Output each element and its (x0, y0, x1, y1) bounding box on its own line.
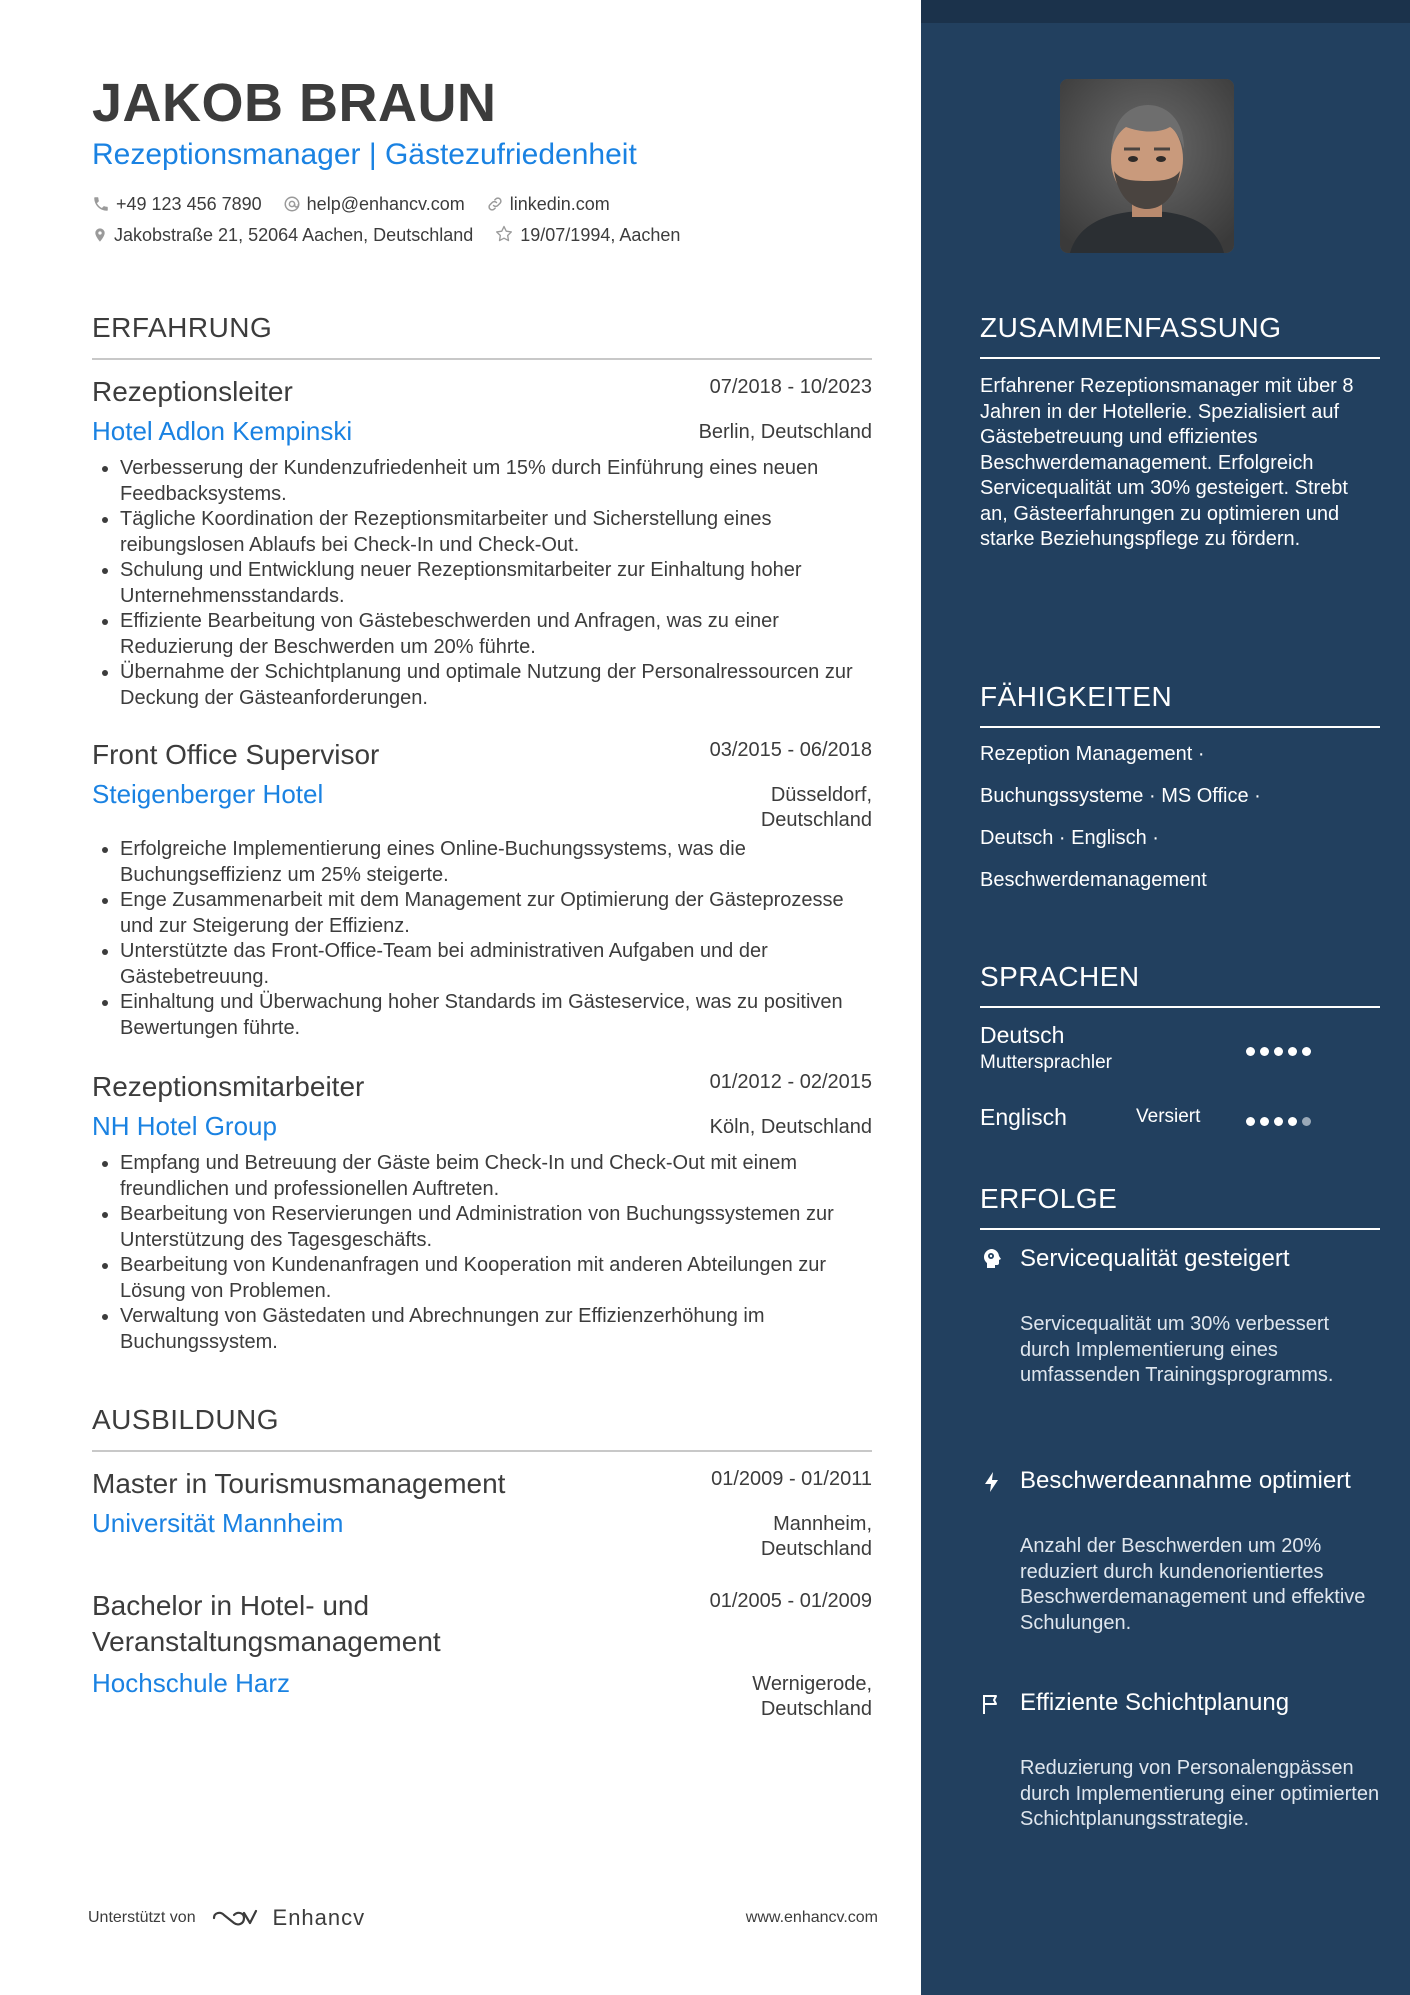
birth-text: 19/07/1994, Aachen (520, 225, 681, 245)
bullet-item: • Erfolgreiche Implementierung eines Online-Buchungssystems, was die Buchungseffizienz um 25% steigerte. (120, 837, 872, 888)
footer-url[interactable]: www.enhancv.com (745, 1909, 878, 1926)
achievement-title: Effiziente Schichtplanung (1020, 1689, 1290, 1716)
job-title: Front Office Supervisor (92, 739, 380, 770)
phone-text: +49 123 456 7890 (116, 194, 262, 214)
lightning-icon (980, 1470, 1004, 1494)
school-name[interactable]: Universität Mannheim (92, 1508, 344, 1538)
company-name[interactable]: Hotel Adlon Kempinski (92, 416, 353, 446)
bullet-item: • Verbesserung der Kundenzufriedenheit um 15% durch Einführung eines neuen Feedbacksystems. (120, 456, 872, 507)
achievement-text: Reduzierung von Personalengpässen durch Implementierung einer optimierten Schichtplanungsstrategie. (1020, 1757, 1380, 1830)
achievements-heading: ERFOLGE (980, 1183, 1118, 1214)
location-pin-icon (92, 226, 108, 244)
achievements-divider (980, 1228, 1380, 1230)
sidebar (921, 0, 1410, 1995)
company-name[interactable]: NH Hotel Group (92, 1111, 277, 1141)
achievement-text: Servicequalität um 30% verbessert durch Implementierung eines umfassenden Trainingsprogramms. (1020, 1313, 1334, 1386)
language-rating (1246, 1043, 1316, 1061)
skill-line: Beschwerdemanagement (980, 869, 1207, 891)
bullet-item: • Schulung und Entwicklung neuer Rezeptionsmitarbeiter zur Einhaltung hoher Unternehmensstandards. (120, 558, 872, 609)
thinking-head-icon (980, 1247, 1004, 1271)
link-icon (486, 195, 504, 213)
skill-line: Rezeption Management · (980, 743, 1205, 765)
candidate-name: JAKOB BRAUN (92, 73, 497, 133)
job-location (761, 783, 872, 833)
language-level: Versiert (1136, 1106, 1201, 1127)
at-icon (283, 195, 301, 213)
location-line: Deutschland (760, 1538, 872, 1560)
rating-dot-filled (1288, 1047, 1297, 1056)
language-name: Englisch (980, 1104, 1067, 1130)
skills-heading: FÄHIGKEITEN (980, 681, 1173, 712)
experience-heading: ERFAHRUNG (92, 312, 273, 343)
experience-divider (92, 358, 872, 360)
summary-text: Erfahrener Rezeptionsmanager mit über 8 Jahren in der Hotellerie. Spezialisiert auf Gästebetreuung und effizientes Beschwerdemanagement. Erfolgreich Servicequalität um 30% gesteigert. Strebt an, Gästeerfahrungen zu optimieren und starke Beziehungspflege zu fördern. (980, 375, 1354, 550)
location-line: Wernigerode, (752, 1673, 872, 1695)
job-location: Berlin, Deutschland (698, 421, 872, 443)
language-level: Muttersprachler (980, 1052, 1112, 1073)
bullet-item: • Unterstützte das Front-Office-Team bei administrativen Aufgaben und der Gästebetreuung. (120, 939, 872, 990)
bullet-item: • Tägliche Koordination der Rezeptionsmitarbeiter und Sicherstellung eines reibungslosen Ablaufs bei Check-In und Check-Out. (120, 507, 872, 558)
rating-dot-filled (1274, 1117, 1283, 1126)
skills-divider (980, 726, 1380, 728)
enhancv-brand[interactable]: Enhancv (272, 1905, 366, 1930)
achievement-title: Servicequalität gesteigert (1020, 1245, 1290, 1272)
bullet-item: • Bearbeitung von Reservierungen und Administration von Buchungssystemen zur Unterstützung des Tagesgeschäfts. (120, 1202, 872, 1253)
link-item[interactable] (486, 194, 610, 215)
location-line: Deutschland (760, 809, 872, 831)
location-line: Deutschland (760, 1698, 872, 1720)
rating-dot-filled (1302, 1047, 1311, 1056)
languages-divider (980, 1006, 1380, 1008)
flag-icon (980, 1692, 1004, 1716)
star-icon (494, 224, 514, 244)
email-item[interactable] (283, 194, 465, 215)
degree-title (92, 1588, 652, 1660)
bullet-item: • Empfang und Betreuung der Gäste beim Check-In und Check-Out mit einem freundlichen und professionellen Auftreten. (120, 1151, 872, 1202)
summary-divider (980, 357, 1380, 359)
email-text: help@enhancv.com (306, 194, 465, 214)
job-bullets (92, 456, 872, 711)
job-title: Rezeptionsmitarbeiter (92, 1071, 365, 1102)
degree-line: Veranstaltungsmanagement (92, 1626, 441, 1657)
bullet-item: • Bearbeitung von Kundenanfragen und Kooperation mit anderen Abteilungen zur Lösung von Problemen. (120, 1253, 872, 1304)
education-dates: 01/2009 - 01/2011 (711, 1468, 872, 1490)
bullet-item: • Verwaltung von Gästedaten und Abrechnungen zur Effizienzerhöhung im Buchungssystem. (120, 1304, 872, 1355)
summary-heading: ZUSAMMENFASSUNG (980, 312, 1282, 343)
bullet-item: • Enge Zusammenarbeit mit dem Management zur Optimierung der Gästeprozesse und zur Steigerung der Effizienz. (120, 888, 872, 939)
job-bullets (92, 837, 872, 1041)
skill-line: Deutsch · Englisch · (980, 827, 1159, 849)
job-dates: 03/2015 - 06/2018 (709, 739, 872, 761)
rating-dot-filled (1260, 1047, 1269, 1056)
powered-by-text: Unterstützt von (88, 1909, 196, 1927)
job-location: Köln, Deutschland (709, 1116, 872, 1138)
job-dates: 01/2012 - 02/2015 (709, 1071, 872, 1093)
profile-photo (1060, 79, 1234, 253)
job-title: Rezeptionsleiter (92, 376, 293, 407)
location-line: Düsseldorf, (770, 784, 872, 806)
contact-row-1 (92, 194, 626, 215)
degree-title: Master in Tourismusmanagement (92, 1468, 506, 1499)
education-divider (92, 1450, 872, 1452)
rating-dot-filled (1246, 1117, 1255, 1126)
sidebar-top-bar (921, 0, 1410, 23)
portrait-image (1060, 79, 1234, 253)
education-location (752, 1672, 872, 1722)
language-rating (1246, 1113, 1316, 1131)
company-name[interactable]: Steigenberger Hotel (92, 779, 324, 809)
job-dates: 07/2018 - 10/2023 (709, 376, 872, 398)
address-item (92, 225, 473, 246)
bullet-item: • Effiziente Bearbeitung von Gästebeschwerden und Anfragen, was zu einer Reduzierung der Beschwerden um 20% führte. (120, 609, 872, 660)
education-dates: 01/2005 - 01/2009 (709, 1590, 872, 1612)
contact-row-2 (92, 224, 696, 246)
phone-item[interactable] (92, 194, 262, 215)
achievement-title: Beschwerdeannahme optimiert (1020, 1467, 1351, 1494)
bullet-item: • Einhaltung und Überwachung hoher Standards im Gästeservice, was zu positiven Bewertungen führte. (120, 990, 872, 1041)
footer-powered-by (88, 1905, 365, 1931)
rating-dot-filled (1260, 1117, 1269, 1126)
achievement-text: Anzahl der Beschwerden um 20% reduziert durch kundenorientiertes Beschwerdemanagement und effektive Schulungen. (1020, 1535, 1366, 1634)
rating-dot-filled (1274, 1047, 1283, 1056)
rating-dot-empty (1302, 1117, 1311, 1126)
address-text: Jakobstraße 21, 52064 Aachen, Deutschland (114, 225, 474, 245)
phone-icon (92, 195, 110, 213)
link-text: linkedin.com (509, 194, 610, 214)
languages-heading: SPRACHEN (980, 961, 1140, 992)
bullet-item: • Übernahme der Schichtplanung und optimale Nutzung der Personalressourcen zur Deckung der Gästeanforderungen. (120, 660, 872, 711)
birth-item (494, 224, 680, 246)
rating-dot-filled (1288, 1117, 1297, 1126)
location-line: Mannheim, (773, 1513, 872, 1535)
education-location (761, 1512, 872, 1562)
job-bullets (92, 1151, 872, 1355)
candidate-headline: Rezeptionsmanager | Gästezufriedenheit (92, 138, 637, 171)
language-name: Deutsch (980, 1022, 1065, 1048)
school-name[interactable]: Hochschule Harz (92, 1668, 290, 1698)
education-heading: AUSBILDUNG (92, 1404, 280, 1435)
degree-line: Bachelor in Hotel- und (92, 1590, 370, 1621)
skill-line: Buchungssysteme · MS Office · (980, 785, 1261, 807)
enhancv-logo-icon (210, 1906, 258, 1930)
rating-dot-filled (1246, 1047, 1255, 1056)
